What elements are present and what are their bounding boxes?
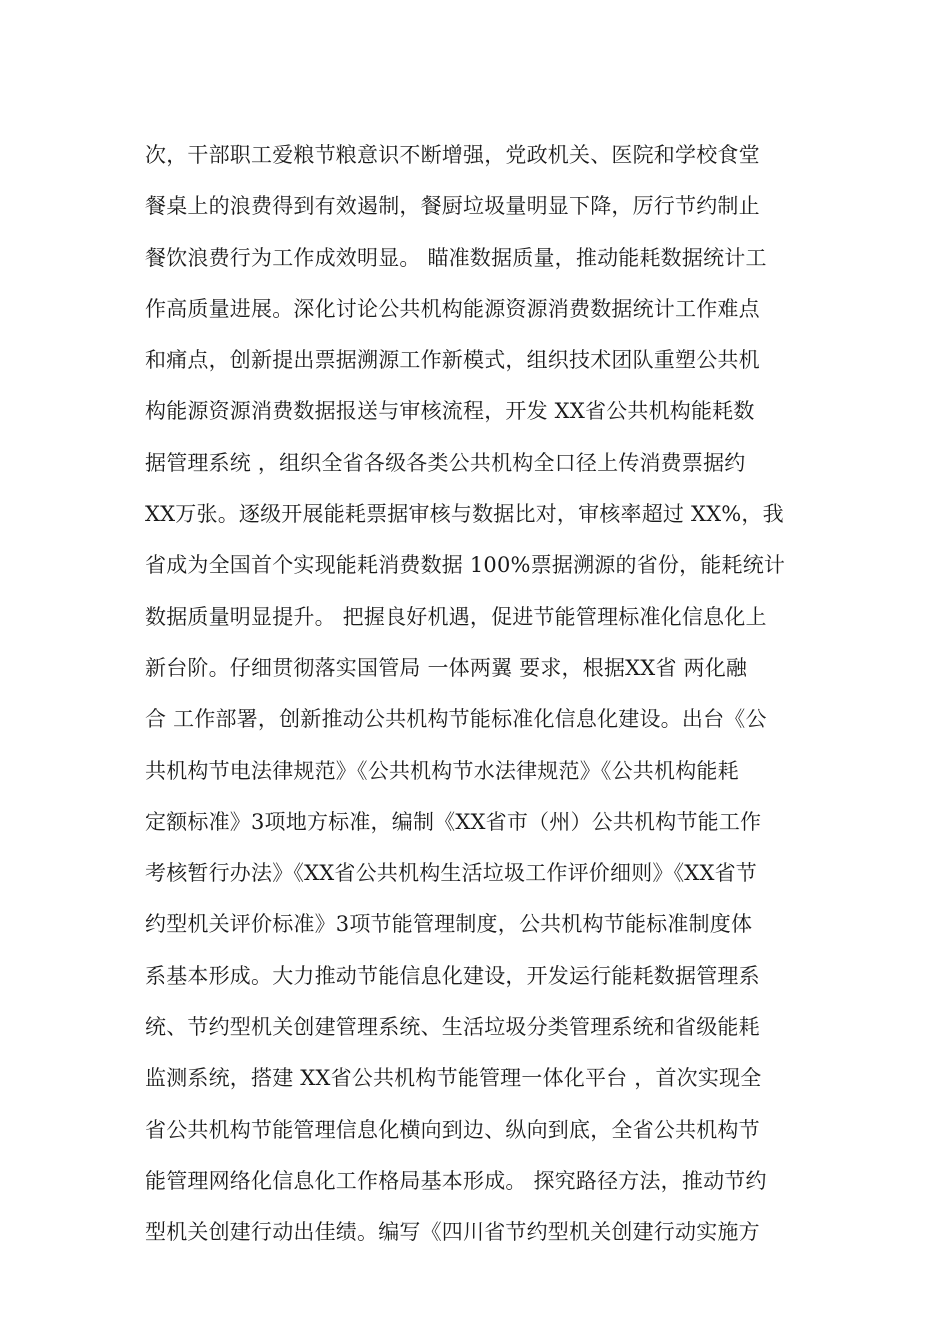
text-line: 作高质量进展。深化讨论公共机构能源资源消费数据统计工作难点 [145, 296, 760, 321]
text-line: 监测系统，搭建 XX省公共机构节能管理一体化平台 ，首次实现全 [145, 1066, 762, 1091]
text-line: 能管理网络化信息化工作格局基本形成。 探究路径方法，推动节约 [145, 1168, 767, 1193]
text-line: 构能源资源消费数据报送与审核流程，开发 XX省公共机构能耗数 [145, 399, 755, 424]
text-line: 餐饮浪费行为工作成效明显。 瞄准数据质量，推动能耗数据统计工 [145, 245, 767, 270]
text-line: 数据质量明显提升。 把握良好机遇，促进节能管理标准化信息化上 [145, 604, 767, 629]
text-line: 次，干部职工爱粮节粮意识不断增强，党政机关、医院和学校食堂 [145, 143, 760, 167]
text-line: 共机构节电法律规范》《公共机构节水法律规范》《公共机构能耗 [145, 758, 739, 783]
text-line: 统、节约型机关创建管理系统、生活垃圾分类管理系统和省级能耗 [145, 1015, 760, 1040]
text-line: 型机关创建行动出佳绩。编写《四川省节约型机关创建行动实施方 [145, 1220, 760, 1245]
text-line: 据管理系统 ，组织全省各级各类公共机构全口径上传消费票据约 [145, 450, 746, 475]
text-line: 省成为全国首个实现能耗消费数据 100%票据溯源的省份，能耗统计 [145, 553, 786, 578]
body-paragraph [145, 130, 815, 1259]
text-line: 新台阶。仔细贯彻落实国管局 一体两翼 要求，根据XX省 两化融 [145, 655, 748, 680]
text-line: 定额标准》3项地方标准，编制《XX省市（州）公共机构节能工作 [145, 809, 762, 834]
text-line: 约型机关评价标准》3项节能管理制度，公共机构节能标准制度体 [145, 912, 753, 937]
text-line: 省公共机构节能管理信息化横向到边、纵向到底，全省公共机构节 [145, 1117, 760, 1142]
text-line: XX万张。逐级开展能耗票据审核与数据比对，审核率超过 XX%，我 [145, 502, 784, 527]
text-line: 系基本形成。大力推动节能信息化建设，开发运行能耗数据管理系 [145, 963, 760, 988]
text-line: 考核暂行办法》《XX省公共机构生活垃圾工作评价细则》《XX省节 [145, 861, 757, 886]
text-line: 合 工作部署，创新推动公共机构节能标准化信息化建设。出台《公 [145, 707, 767, 732]
text-line: 餐桌上的浪费得到有效遏制，餐厨垃圾量明显下降，厉行节约制止 [145, 194, 760, 219]
text-line: 和痛点，创新提出票据溯源工作新模式，组织技术团队重塑公共机 [145, 348, 760, 373]
